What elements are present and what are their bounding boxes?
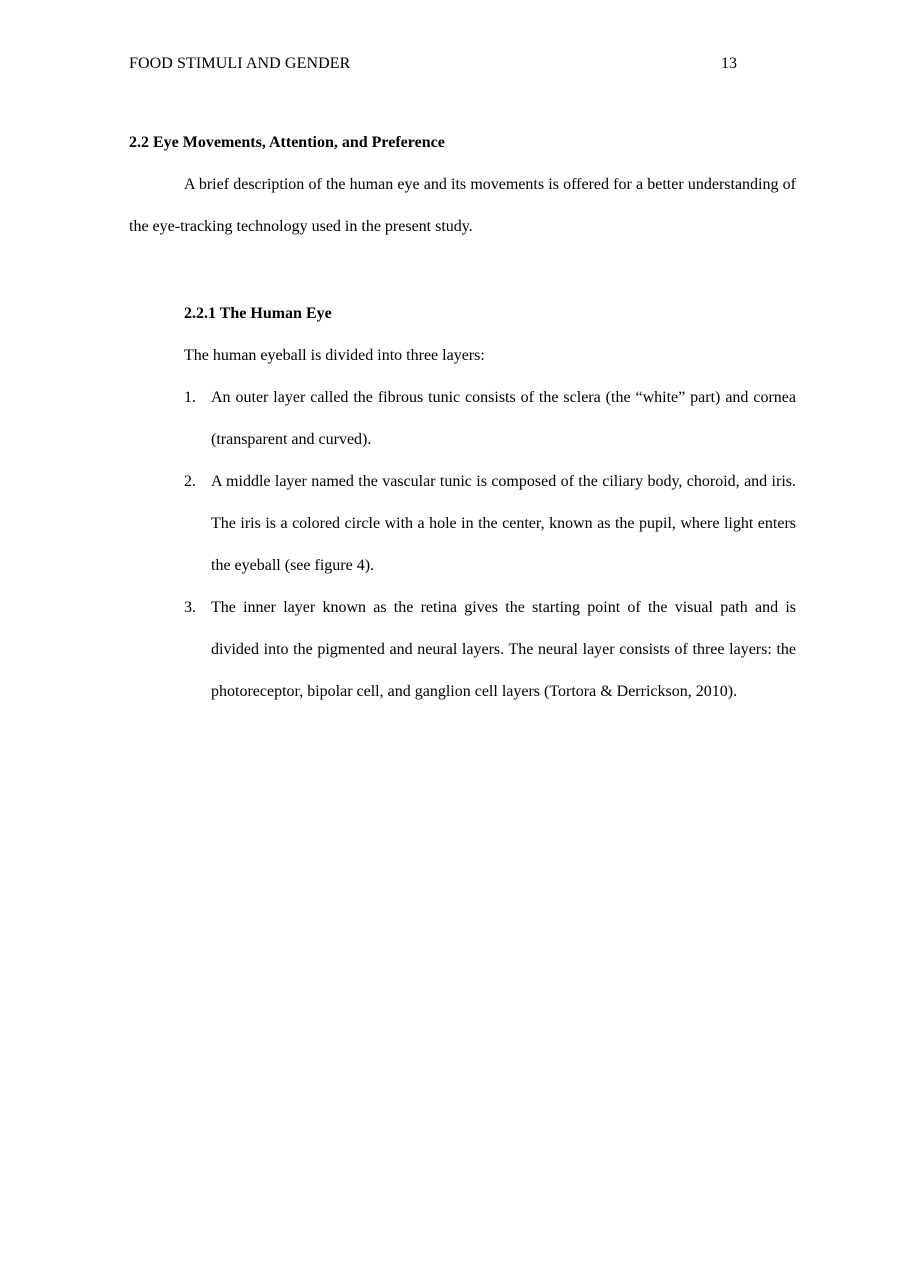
- list-item-number: 1.: [184, 389, 196, 406]
- page-number: 13: [721, 55, 737, 72]
- eye-layers-list: [184, 377, 796, 713]
- subsection-heading: 2.2.1 The Human Eye: [184, 305, 332, 322]
- list-item: [184, 587, 796, 713]
- list-item: [184, 377, 796, 461]
- intro-paragraph: A brief description of the human eye and its movements is offered for a better understanding of the eye-tracking technology used in the present study.: [129, 176, 796, 235]
- list-item-text: A middle layer named the vascular tunic is composed of the ciliary body, choroid, and iris. The iris is a colored circle with a hole in the center, known as the pupil, where light enters the eyeball (see figure 4).: [211, 473, 796, 574]
- list-item-text: An outer layer called the fibrous tunic consists of the sclera (the “white” part) and cornea (transparent and curved).: [211, 389, 796, 448]
- section-heading: 2.2 Eye Movements, Attention, and Preference: [129, 134, 445, 151]
- list-item-number: 3.: [184, 599, 196, 616]
- list-item-text: The inner layer known as the retina gives the starting point of the visual path and is divided into the pigmented and neural layers. The neural layer consists of three layers: the photoreceptor, bipolar cell, and ganglion cell layers (Tortora & Derrickson, 2010).: [211, 599, 796, 700]
- running-head: FOOD STIMULI AND GENDER: [129, 55, 351, 72]
- list-item-number: 2.: [184, 473, 196, 490]
- lead-in-sentence: The human eyeball is divided into three layers:: [184, 347, 485, 364]
- list-item: [184, 461, 796, 587]
